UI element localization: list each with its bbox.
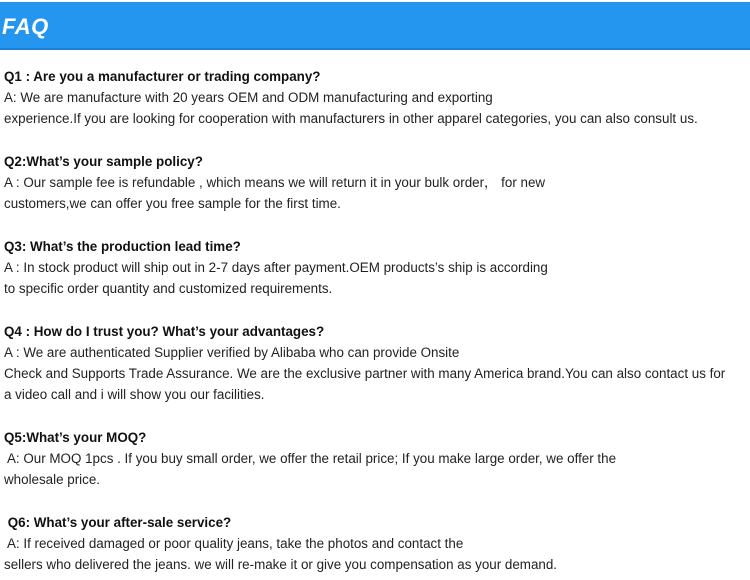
faq-answer-line: A : In stock product will ship out in 2-7 days after payment.OEM products’s ship is according: [4, 260, 548, 275]
faq-answer-line: A : We are authenticated Supplier verified by Alibaba who can provide Onsite: [4, 345, 460, 360]
faq-answer-line: a video call and i will show you our facilities.: [4, 387, 265, 402]
faq-answer-line: customers,we can offer you free sample for the first time.: [4, 196, 341, 211]
faq-answer-line: A: We are manufacture with 20 years OEM and ODM manufacturing and exporting: [4, 90, 493, 105]
faq-answer-line: A : Our sample fee is refundable , which means we will return it in your bulk order， for new: [4, 175, 546, 190]
faq-answer-line: to specific order quantity and customized requirements.: [4, 281, 333, 296]
faq-question: Q6: What’s your after-sale service?: [4, 515, 232, 530]
faq-question: Q4 : How do I trust you? What’s your advantages?: [4, 324, 325, 339]
faq-question: Q3: What’s the production lead time?: [4, 239, 241, 254]
faq-answer-line: Check and Supports Trade Assurance. We are the exclusive partner with many America brand.You can also contact us for: [4, 366, 726, 381]
faq-answer-line: experience.If you are looking for cooperation with manufacturers in other apparel categories, you can also consult us.: [4, 111, 698, 126]
faq-answer-line: A: Our MOQ 1pcs . If you buy small order, we offer the retail price; If you make large order, we offer the: [4, 451, 617, 466]
faq-question: Q5:What’s your MOQ?: [4, 430, 147, 445]
page-title: FAQ: [2, 14, 49, 39]
faq-answer-line: A: If received damaged or poor quality jeans, take the photos and contact the: [4, 536, 464, 551]
faq-question: Q1 : Are you a manufacturer or trading company?: [4, 69, 321, 84]
faq-header-bar: [0, 2, 750, 50]
faq-answer-line: wholesale price.: [4, 472, 101, 487]
faq-answer-line: sellers who delivered the jeans. we will re-make it or give you compensation as your demand.: [4, 557, 558, 572]
faq-question: Q2:What’s your sample policy?: [4, 154, 203, 169]
